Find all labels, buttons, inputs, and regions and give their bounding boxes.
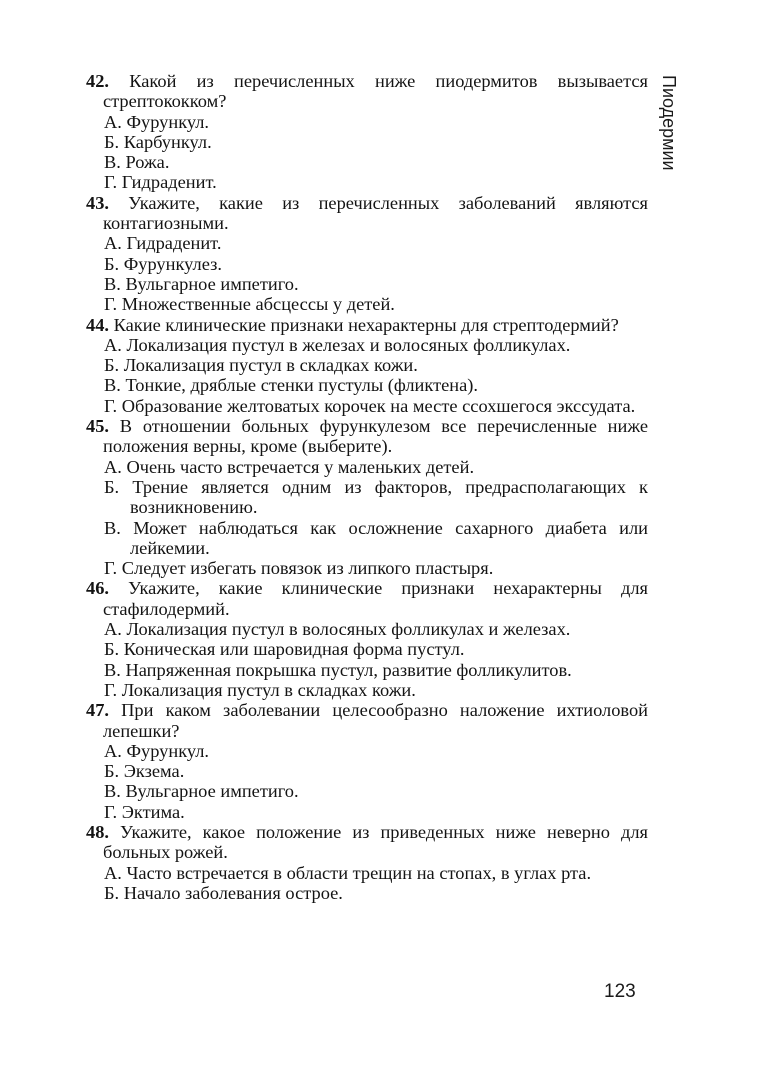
question-text	[86, 193, 648, 234]
answer-option: А. Часто встречается в области трещин на стопах, в углах рта.	[104, 862, 592, 883]
question-45	[86, 416, 648, 578]
answer-option: Б. Начало заболевания острое.	[104, 882, 343, 903]
question-number: 43.	[86, 192, 109, 213]
answer-option: Б. Коническая или шаровидная форма пустул.	[104, 639, 465, 660]
answer-option: Б. Карбункул.	[104, 131, 212, 152]
answer-option: Г. Гидраденит.	[104, 172, 217, 193]
question-48	[86, 822, 648, 903]
question-body: При каком заболевании целесообразно наложение ихтиоловой лепешки?	[103, 700, 648, 741]
question-body: Укажите, какие клинические признаки нехарактерны для стафилодермий.	[103, 578, 648, 619]
question-body: Какой из перечисленных ниже пиодермитов вызывается стрептококком?	[103, 71, 648, 112]
question-number: 46.	[86, 578, 109, 599]
question-body: В отношении больных фурункулезом все перечисленные ниже положения верны, кроме (выберите).	[103, 416, 648, 457]
answer-option: В. Вульгарное импетиго.	[104, 273, 299, 294]
answer-option: Г. Множественные абсцессы у детей.	[104, 294, 395, 315]
answer-option: А. Фурункул.	[104, 111, 210, 132]
question-text	[86, 315, 648, 335]
question-body: Укажите, какое положение из приведенных ниже неверно для больных рожей.	[103, 821, 648, 863]
answer-option: А. Локализация пустул в железах и волосяных фолликулах.	[104, 334, 571, 355]
answer-option: А. Гидраденит.	[104, 233, 222, 254]
question-number: 45.	[86, 416, 109, 437]
answer-option: А. Фурункул.	[104, 740, 210, 761]
answer-option: А. Очень часто встречается у маленьких детей.	[104, 456, 475, 477]
answer-option: В. Напряженная покрышка пустул, развитие фолликулитов.	[104, 659, 572, 680]
question-44	[86, 315, 648, 416]
question-47	[86, 700, 648, 822]
question-43	[86, 193, 648, 315]
question-number: 47.	[86, 700, 109, 721]
answer-option: Г. Локализация пустул в складках кожи.	[104, 679, 416, 700]
answer-option: В. Тонкие, дряблые стенки пустулы (фликтена).	[104, 375, 478, 396]
question-text	[86, 71, 648, 112]
question-body: Какие клинические признаки нехарактерны для стрептодермий?	[113, 314, 619, 335]
section-tab-label: Пиодермии	[659, 75, 679, 171]
answer-option: Г. Следует избегать повязок из липкого пластыря.	[104, 558, 494, 579]
answer-option: Б. Локализация пустул в складках кожи.	[104, 355, 418, 376]
answer-option: А. Локализация пустул в волосяных фолликулах и железах.	[104, 619, 571, 640]
question-number: 48.	[86, 821, 109, 842]
question-body: Укажите, какие из перечисленных заболеваний являются контагиозными.	[103, 192, 648, 234]
question-text	[86, 700, 648, 741]
question-list	[86, 71, 648, 903]
answer-option: Г. Эктима.	[104, 801, 185, 822]
question-text	[86, 822, 648, 863]
question-text	[86, 578, 648, 619]
answer-option: В. Рожа.	[104, 152, 170, 173]
question-number: 42.	[86, 71, 109, 91]
question-46	[86, 578, 648, 700]
answer-option: В. Вульгарное импетиго.	[104, 781, 299, 802]
question-number: 44.	[86, 314, 109, 335]
question-text	[86, 416, 648, 457]
answer-option: Г. Образование желтоватых корочек на месте ссохшегося экссудата.	[104, 395, 636, 416]
answer-option: Б. Фурункулез.	[104, 253, 222, 274]
page-number: 123	[604, 981, 636, 1002]
answer-option: Б. Экзема.	[104, 761, 185, 782]
question-42	[86, 71, 648, 193]
answer-option: В. Может наблюдаться как осложнение сахарного диабета или лейкемии.	[104, 517, 648, 558]
answer-option: Б. Трение является одним из факторов, предрасполагающих к возникновению.	[104, 476, 648, 518]
